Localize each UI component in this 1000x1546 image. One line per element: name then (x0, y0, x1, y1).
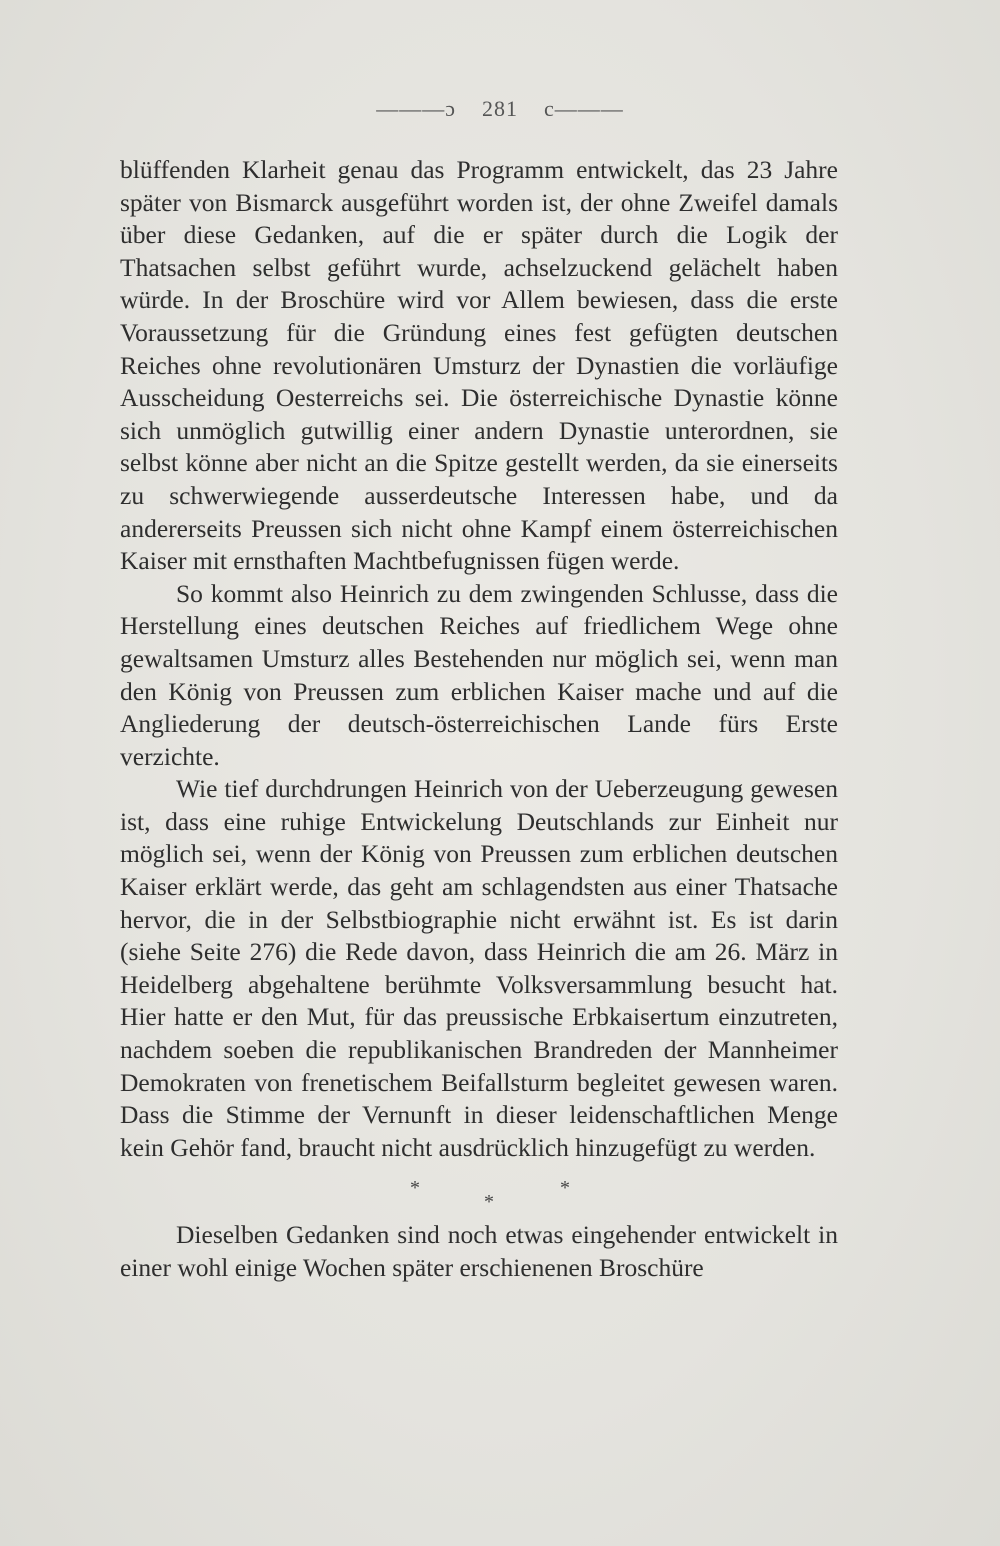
separator-star-right: * (560, 1177, 570, 1200)
header-right-ornament: c——— (544, 96, 624, 121)
paragraph-3: Wie tief durchdrungen Heinrich von der Ueberzeugung gewesen ist, dass eine ruhige Entwickelung Deutschlands zur Einheit nur möglich sei, wenn der König von Preussen zum erblichen deutschen Kaiser erklärt werde, das geht am schlagendsten aus einer Thatsache hervor, die in der Selbstbiographie nicht erwähnt ist. Es ist darin (siehe Seite 276) die Rede davon, dass Heinrich die am 26. März in Heidelberg abgehaltene berühmte Volksversammlung besucht hat. Hier hatte er den Mut, für das preussische Erbkaisertum einzutreten, nachdem soeben die republikanischen Brandreden der Mannheimer Demokraten von frenetischem Beifallsturm begleitet gewesen waren. Dass die Stimme der Vernunft in dieser leidenschaftlichen Menge kein Gehör fand, braucht nicht ausdrücklich hinzugefügt zu werden. (120, 774, 838, 1162)
header-left-ornament: ———ɔ (376, 96, 456, 121)
paragraph-4: Dieselben Gedanken sind noch etwas eingehender entwickelt in einer wohl einige Wochen später erschienenen Broschüre (120, 1220, 838, 1282)
paragraph-2: So kommt also Heinrich zu dem zwingenden Schlusse, dass die Herstellung eines deutschen Reiches auf friedlichem Wege ohne gewaltsamen Umsturz alles Bestehenden nur möglich sei, wenn man den König von Preussen zum erblichen Kaiser mache und auf die Angliederung der deutsch-österreichischen Lande fürs Erste verzichte. (120, 578, 838, 771)
paragraph-1: blüffenden Klarheit genau das Programm entwickelt, das 23 Jahre später von Bismarck ausgeführt worden ist, der ohne Zweifel damals über diese Gedanken, auf die er später durch die Logik der Thatsachen selbst geführt wurde, achselzuckend gelächelt haben würde. In der Broschüre wird vor Allem bewiesen, dass die erste Voraussetzung für die Gründung eines fest gefügten deutschen Reiches ohne revolutionären Umsturz der Dynastien die vorläufige Ausscheidung Oesterreichs sei. Die österreichische Dynastie könne sich unmöglich gutwillig einer andern Dynastie unterordnen, sie selbst könne aber nicht an die Spitze gestellt werden, da sie einerseits zu schwerwiegende ausserdeutsche Interessen habe, und da andererseits Preussen sich nicht ohne Kampf einem österreichischen Kaiser mit ernsthaften Machtbefugnissen fügen werde. (120, 155, 838, 576)
separator-star-middle: * (484, 1191, 494, 1214)
page-number: 281 (482, 96, 518, 121)
section-separator (120, 1164, 838, 1219)
page-header (0, 96, 1000, 122)
body-text (120, 154, 838, 1285)
separator-star-left: * (410, 1177, 420, 1200)
